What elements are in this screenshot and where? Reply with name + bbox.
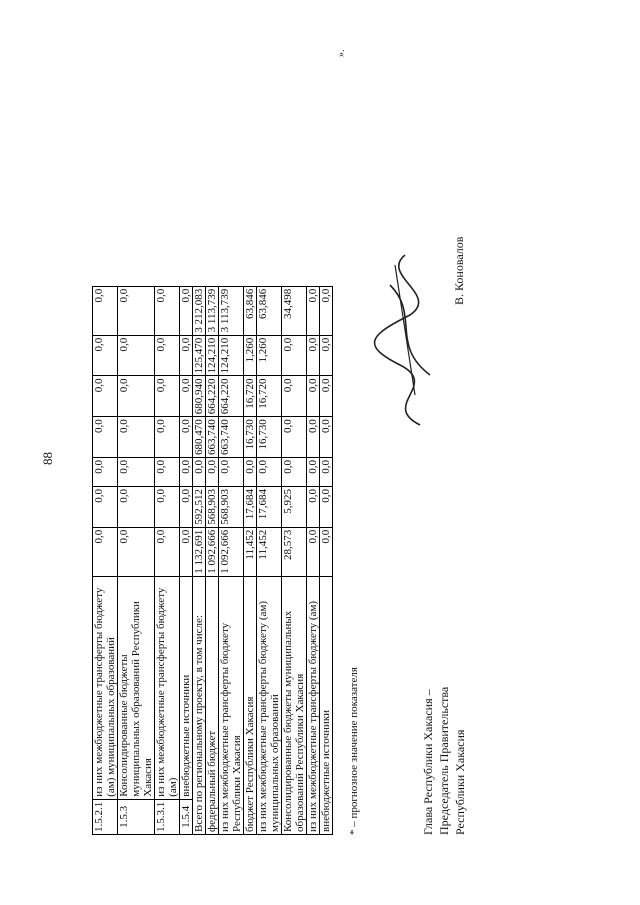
row-name: из них межбюджетные трансферты бюджету (ам) xyxy=(307,576,320,834)
row-value: 0,0 xyxy=(93,458,118,487)
row-value: 664,220 xyxy=(206,376,219,417)
row-value: 0,0 xyxy=(180,458,193,487)
row-value: 0,0 xyxy=(320,487,333,528)
row-value: 664,220 xyxy=(219,376,244,417)
row-value: 0,0 xyxy=(118,458,155,487)
row-value: 0,0 xyxy=(282,335,307,376)
handwritten-signature xyxy=(360,225,450,435)
row-value: 125,470 xyxy=(193,335,206,376)
row-name: федеральный бюджет xyxy=(206,576,219,834)
row-name: из них межбюджетные трансферты бюджету (ам) муниципальных образований xyxy=(257,576,282,834)
row-value: 16,730 xyxy=(257,417,282,458)
row-name: Консолидированные бюджеты муниципальных образований Республики Хакасия xyxy=(282,576,307,834)
row-value: 680,940 xyxy=(193,376,206,417)
row-value: 0,0 xyxy=(206,458,219,487)
table-row xyxy=(320,286,333,834)
row-name: из них межбюджетные трансферты бюджету Республики Хакасия xyxy=(219,576,244,834)
row-value: 17,684 xyxy=(257,487,282,528)
row-name: внебюджетные источники xyxy=(180,576,193,799)
row-value: 0,0 xyxy=(180,527,193,576)
table-row xyxy=(282,286,307,834)
row-value: 0,0 xyxy=(307,417,320,458)
row-value: 0,0 xyxy=(307,527,320,576)
row-value: 0,0 xyxy=(155,487,180,528)
row-value: 1 092,666 xyxy=(219,527,244,576)
row-value: 0,0 xyxy=(118,527,155,576)
row-value: 34,498 xyxy=(282,286,307,335)
budget-table xyxy=(92,286,333,835)
row-value: 16,720 xyxy=(257,376,282,417)
row-value: 0,0 xyxy=(307,286,320,335)
row-value: 0,0 xyxy=(93,487,118,528)
row-value: 11,452 xyxy=(244,527,257,576)
row-name: Консолидированные бюджеты муниципальных образований Республики Хакасия xyxy=(118,576,155,799)
row-value: 0,0 xyxy=(93,335,118,376)
row-value: 0,0 xyxy=(307,458,320,487)
row-value: 0,0 xyxy=(180,487,193,528)
row-value: 0,0 xyxy=(307,487,320,528)
row-value: 124,210 xyxy=(219,335,244,376)
row-value: 0,0 xyxy=(320,286,333,335)
row-value: 0,0 xyxy=(118,335,155,376)
corner-mark: ». xyxy=(336,49,347,57)
row-code: 1.5.4 xyxy=(180,799,193,834)
row-value: 0,0 xyxy=(118,487,155,528)
row-value: 0,0 xyxy=(193,458,206,487)
row-value: 0,0 xyxy=(155,335,180,376)
row-value: 0,0 xyxy=(155,417,180,458)
row-value: 0,0 xyxy=(180,417,193,458)
signer-name: В. Коновалов xyxy=(452,236,466,305)
table-body xyxy=(93,286,333,834)
row-value: 0,0 xyxy=(257,458,282,487)
row-value: 1,260 xyxy=(257,335,282,376)
row-value: 0,0 xyxy=(93,417,118,458)
signature-line-2: Председатель Правительства xyxy=(437,686,451,835)
signature-line-1: Глава Республики Хакасия – xyxy=(421,689,435,835)
row-value: 568,903 xyxy=(219,487,244,528)
row-value: 0,0 xyxy=(320,376,333,417)
row-value: 1 132,691 xyxy=(193,527,206,576)
row-value: 568,903 xyxy=(206,487,219,528)
row-value: 0,0 xyxy=(118,417,155,458)
row-value: 0,0 xyxy=(307,335,320,376)
row-value: 11,452 xyxy=(257,527,282,576)
signature-title xyxy=(420,687,468,835)
table-row xyxy=(155,286,180,834)
table-row xyxy=(244,286,257,834)
table-row xyxy=(193,286,206,834)
row-value: 680,470 xyxy=(193,417,206,458)
row-value: 1,260 xyxy=(244,335,257,376)
table-row xyxy=(118,286,155,834)
signature-line-3: Республики Хакасия xyxy=(453,729,467,835)
page-number: 88 xyxy=(40,452,55,465)
footnote: * – прогнозное значение показателя xyxy=(348,667,360,835)
table-row xyxy=(219,286,244,834)
row-value: 63,846 xyxy=(257,286,282,335)
row-value: 3 212,083 xyxy=(193,286,206,335)
table-row xyxy=(307,286,320,834)
row-value: 0,0 xyxy=(118,286,155,335)
row-code: 1.5.2.1 xyxy=(93,799,118,834)
row-value: 0,0 xyxy=(320,527,333,576)
row-name: бюджет Республики Хакасия xyxy=(244,576,257,834)
row-value: 0,0 xyxy=(93,286,118,335)
row-code: 1.5.3.1 xyxy=(155,799,180,834)
row-name: из них межбюджетные трансферты бюджету (ам) xyxy=(155,576,180,799)
table-row xyxy=(93,286,118,834)
row-value: 0,0 xyxy=(244,458,257,487)
row-value: 0,0 xyxy=(282,376,307,417)
row-code: 1.5.3 xyxy=(118,799,155,834)
row-value: 0,0 xyxy=(118,376,155,417)
row-value: 17,684 xyxy=(244,487,257,528)
row-value: 16,720 xyxy=(244,376,257,417)
table-row xyxy=(206,286,219,834)
row-value: 0,0 xyxy=(155,286,180,335)
row-value: 0,0 xyxy=(320,458,333,487)
row-value: 0,0 xyxy=(307,376,320,417)
row-value: 0,0 xyxy=(180,335,193,376)
row-name: внебюджетные источники xyxy=(320,576,333,834)
row-value: 592,512 xyxy=(193,487,206,528)
row-value: 0,0 xyxy=(93,376,118,417)
row-value: 663,740 xyxy=(219,417,244,458)
row-name: из них межбюджетные трансферты бюджету (ам) муниципальных образований xyxy=(93,576,118,799)
row-value: 5,925 xyxy=(282,487,307,528)
row-value: 663,740 xyxy=(206,417,219,458)
row-value: 0,0 xyxy=(155,527,180,576)
row-value: 3 113,739 xyxy=(219,286,244,335)
row-value: 16,730 xyxy=(244,417,257,458)
table-row xyxy=(180,286,193,834)
row-value: 0,0 xyxy=(320,335,333,376)
row-value: 63,846 xyxy=(244,286,257,335)
row-value: 0,0 xyxy=(155,376,180,417)
row-value: 3 113,739 xyxy=(206,286,219,335)
row-value: 0,0 xyxy=(93,527,118,576)
row-value: 0,0 xyxy=(282,458,307,487)
row-value: 0,0 xyxy=(155,458,180,487)
row-value: 0,0 xyxy=(320,417,333,458)
row-value: 124,210 xyxy=(206,335,219,376)
row-value: 1 092,666 xyxy=(206,527,219,576)
table-row xyxy=(257,286,282,834)
row-value: 0,0 xyxy=(180,286,193,335)
row-value: 28,573 xyxy=(282,527,307,576)
row-value: 0,0 xyxy=(282,417,307,458)
row-name: Всего по региональному проекту, в том числе: xyxy=(193,576,206,834)
row-value: 0,0 xyxy=(180,376,193,417)
row-value: 0,0 xyxy=(219,458,244,487)
